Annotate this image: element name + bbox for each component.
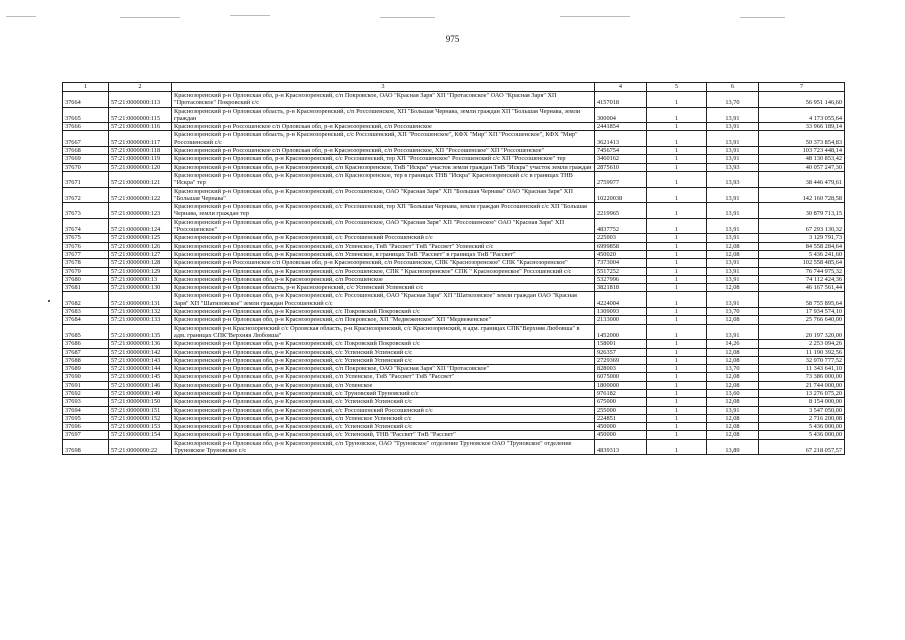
cadastral-cost: 74 112 424,36 (759, 275, 845, 283)
row-number: 37669 (63, 155, 109, 163)
count-value: 1 (647, 242, 707, 250)
page-number: 975 (445, 34, 460, 44)
count-value: 1 (647, 92, 707, 108)
area-value: 2729369 (595, 356, 647, 364)
location-description: Краснозоренский р-н Орловская обл, р-н Краснозоренский, с/с Россошенский Россошенский с/с (172, 234, 595, 242)
rate-value: 13,91 (707, 292, 759, 308)
cadastral-cost: 102 558 485,64 (759, 259, 845, 267)
rate-value: 13,91 (707, 218, 759, 234)
area-value: 7373004 (595, 259, 647, 267)
cadastral-cost: 17 934 574,10 (759, 308, 845, 316)
row-number: 37684 (63, 316, 109, 324)
rate-value: 13,91 (707, 123, 759, 131)
cadastral-cost: 20 197 320,00 (759, 324, 845, 340)
cadastral-cost: 21 744 000,00 (759, 381, 845, 389)
area-value: 6999858 (595, 242, 647, 250)
cadastral-cost: 3 129 791,73 (759, 234, 845, 242)
cadastral-number: 57:21:0000000:130 (109, 284, 172, 292)
area-value: 3621413 (595, 131, 647, 147)
table-row (63, 348, 845, 356)
column-header: 6 (707, 83, 759, 92)
cadastral-number: 57:21:0000000:117 (109, 131, 172, 147)
count-value: 1 (647, 324, 707, 340)
cadastral-cost: 50 373 854,83 (759, 131, 845, 147)
count-value: 1 (647, 292, 707, 308)
count-value: 1 (647, 284, 707, 292)
area-value: 2133000 (595, 316, 647, 324)
area-value: 4839313 (595, 439, 647, 455)
cadastral-cost: 73 386 000,00 (759, 373, 845, 381)
location-description: Краснозоренский р-н Орловская обл, р-н Краснозоренский, с/п Успенское, ТнВ "Рассвет" ТнВ "Рассвет" (172, 373, 595, 381)
location-description: Краснозоренский р-н Орловская обл, р-н Краснозоренский, с/п Краснозоренское, тер в границах ТНВ "Искра" Краснозоренский с/с в границах ТНВ "Искра" тер (172, 171, 595, 187)
rate-value: 13,91 (707, 259, 759, 267)
rate-value: 13,91 (707, 324, 759, 340)
cadastral-cost: 2 716 200,08 (759, 414, 845, 422)
rate-value: 13,91 (707, 275, 759, 283)
cadastral-number: 57:21:0000000:115 (109, 107, 172, 123)
count-value: 1 (647, 414, 707, 422)
area-value: 4224004 (595, 292, 647, 308)
row-number: 37681 (63, 284, 109, 292)
count-value: 1 (647, 250, 707, 258)
column-header: 5 (647, 83, 707, 92)
table-row (63, 423, 845, 431)
cadastral-cost: 56 951 146,60 (759, 92, 845, 108)
table-row (63, 163, 845, 171)
table-row (63, 292, 845, 308)
area-value: 4157018 (595, 92, 647, 108)
cadastral-cost: 84 558 284,64 (759, 242, 845, 250)
cadastral-number: 57:21:0000000:126 (109, 242, 172, 250)
row-number: 37698 (63, 439, 109, 455)
count-value: 1 (647, 348, 707, 356)
cadastral-cost: 142 160 728,58 (759, 187, 845, 203)
row-number: 37673 (63, 203, 109, 219)
cadastral-cost: 13 276 075,20 (759, 389, 845, 397)
rate-value: 12,08 (707, 414, 759, 422)
area-value: 2875610 (595, 163, 647, 171)
location-description: Краснозоренский р-н Орловская обл, р-н Краснозоренский, с/п Россошенское, ОАО "Красная Заря" ХП "Большая Чернава" ОАО "Красная Заря" ХП "Большая Чернава" (172, 187, 595, 203)
row-number: 37685 (63, 324, 109, 340)
location-description: Краснозоренский р-н Орловская обл, р-н Краснозоренский, с/п Россошенское (172, 275, 595, 283)
count-value: 1 (647, 406, 707, 414)
area-value: 828003 (595, 365, 647, 373)
count-value: 1 (647, 316, 707, 324)
row-number: 37677 (63, 250, 109, 258)
row-number: 37695 (63, 414, 109, 422)
table-row (63, 131, 845, 147)
count-value: 1 (647, 365, 707, 373)
row-number: 37682 (63, 292, 109, 308)
cadastral-cost: 5 436 241,60 (759, 250, 845, 258)
rate-value: 13,89 (707, 439, 759, 455)
rate-value: 13,91 (707, 234, 759, 242)
row-number: 37664 (63, 92, 109, 108)
table-row (63, 389, 845, 397)
row-number: 37692 (63, 389, 109, 397)
cadastral-number: 57:21:0000000:123 (109, 203, 172, 219)
count-value: 1 (647, 275, 707, 283)
rate-value: 12,08 (707, 242, 759, 250)
count-value: 1 (647, 389, 707, 397)
area-value: 4837752 (595, 218, 647, 234)
count-value: 1 (647, 340, 707, 348)
table-row (63, 356, 845, 364)
rate-value: 12,08 (707, 316, 759, 324)
row-number: 37688 (63, 356, 109, 364)
row-number: 37690 (63, 373, 109, 381)
table-row (63, 414, 845, 422)
location-description: Краснозоренский р-н Орловская обл, р-н Краснозоренский, с/п Покровское, ОАО "Красная Заря" ХП "Протасовское" ОАО "Красная Заря" ХП "Протасовское" Покровский с/с (172, 92, 595, 108)
area-value: 675000 (595, 398, 647, 406)
table-row (63, 284, 845, 292)
cadastral-cost: 32 970 777,52 (759, 356, 845, 364)
location-description: Краснозоренский р-н Россошенское с/п Орловская обл, р-н Краснозоренский, с/п Россошенское (172, 123, 595, 131)
cadastral-cost: 103 723 448,14 (759, 147, 845, 155)
row-number: 37665 (63, 107, 109, 123)
count-value: 1 (647, 107, 707, 123)
count-value: 1 (647, 308, 707, 316)
cadastral-number: 57:21:0000000:113 (109, 92, 172, 108)
table-row (63, 92, 845, 108)
cadastral-number: 57:21:0000000:146 (109, 381, 172, 389)
cadastral-cost: 33 966 189,14 (759, 123, 845, 131)
row-number: 37674 (63, 218, 109, 234)
location-description: Краснозоренский р-н Орловская обл, р-н Краснозоренский, с/с Покровский Покровский с/с (172, 308, 595, 316)
location-description: Краснозоренский р-н Орловская область, р-н Краснозоренский, с/п Россошенское, ХП "Большая Чернава, земли граждан ХП "Большая Чернава, земли граждан (172, 107, 595, 123)
row-number: 37691 (63, 381, 109, 389)
area-value: 450000 (595, 431, 647, 439)
count-value: 1 (647, 163, 707, 171)
table-row (63, 171, 845, 187)
rate-value: 13,91 (707, 147, 759, 155)
location-description: Краснозоренский р-н Орловская обл, р-н Краснозоренский, с/с Россошенский, ОАО "Красная Заря" ХП "Шатиловское" земли граждан ОАО "Красная Заря" ХП "Шатиловское" земли граждан Россошенский с/с (172, 292, 595, 308)
row-number: 37670 (63, 163, 109, 171)
cadastral-number: 57:21:0000000:118 (109, 147, 172, 155)
row-number: 37683 (63, 308, 109, 316)
area-value: 7456754 (595, 147, 647, 155)
rate-value: 12,08 (707, 356, 759, 364)
rate-value: 12,08 (707, 423, 759, 431)
location-description: Краснозоренский р-н Орловская обл, р-н Краснозоренский, с/п Покровское, ОАО "Красная Заря" ХП "Протасовское" (172, 365, 595, 373)
table-row (63, 365, 845, 373)
table-row (63, 439, 845, 455)
table-row (63, 275, 845, 283)
rate-value: 12,08 (707, 348, 759, 356)
location-description: Краснозоренский р-н Орловская обл, р-н Краснозоренский, с/с Россошенский, тер ХП "Большая Чернава, земли граждан Россошенский с/с ХП "Большая Чернава, земли граждан тер (172, 203, 595, 219)
table-header-row (63, 83, 845, 92)
cadastral-number: 57:21:0000000:136 (109, 340, 172, 348)
cadastral-number: 57:21:0000000:13 (109, 275, 172, 283)
rate-value: 12,08 (707, 398, 759, 406)
column-header: 7 (759, 83, 845, 92)
location-description: Краснозоренский р-н Орловская обл, р-н Краснозоренский, с/п Россошенское, ОАО "Красная Заря" ХП "Россошенское" ОАО "Красная Заря" ХП "Россошенское" (172, 218, 595, 234)
cadastral-number: 57:21:0000000:144 (109, 365, 172, 373)
count-value: 1 (647, 171, 707, 187)
cadastral-cost: 40 057 247,30 (759, 163, 845, 171)
cadastral-cost: 76 744 975,32 (759, 267, 845, 275)
location-description: Краснозоренский р-н Орловская обл, р-н Краснозоренский, с/с Успенский Успенский с/с (172, 423, 595, 431)
location-description: Краснозоренский р-н Орловская обл, р-н Краснозоренский, с/с Россошенский, тер ХП "Россошенское" Россошенский с/с ХП "Россошенское" тер (172, 155, 595, 163)
area-value: 5517252 (595, 267, 647, 275)
location-description: Краснозоренский р-н Краснозоренский с/с Орловская область, р-н Краснозоренский, с/с Краснозоренский, в адм. границах СПК"Верхняя Любовша" в адм. границах СПК"Верхняя Любовша" (172, 324, 595, 340)
area-value: 1309093 (595, 308, 647, 316)
row-number: 37668 (63, 147, 109, 155)
cadastral-number: 57:21:0000000:133 (109, 316, 172, 324)
row-number: 37686 (63, 340, 109, 348)
area-value: 1800000 (595, 381, 647, 389)
area-value: 10220038 (595, 187, 647, 203)
cadastral-cost: 5 436 000,00 (759, 423, 845, 431)
row-number: 37694 (63, 406, 109, 414)
rate-value: 13,93 (707, 171, 759, 187)
table-row (63, 398, 845, 406)
cadastral-number: 57:21:0000000:122 (109, 187, 172, 203)
location-description: Краснозоренский р-н Россошенское с/п Орловская обл, р-н Краснозоренский, с/п Россошенское, СПК "Краснозоренское" СПК "Краснозоренское" (172, 259, 595, 267)
cadastral-cost: 8 154 000,00 (759, 398, 845, 406)
area-value: 2759977 (595, 171, 647, 187)
location-description: Краснозоренский р-н Орловская обл, р-н Краснозоренский, с/с Успенский Успенский с/с (172, 356, 595, 364)
table-row (63, 147, 845, 155)
count-value: 1 (647, 423, 707, 431)
location-description: Краснозоренский р-н Орловская обл, р-н Краснозоренский, с/с Успенский Успенский с/с (172, 398, 595, 406)
location-description: Краснозоренский р-н Орловская обл, р-н Краснозоренский, с/п Россошенское, СПК " Краснозоренское" СПК " Краснозоренское" Россошенский с/с (172, 267, 595, 275)
area-value: 158001 (595, 340, 647, 348)
table-row (63, 203, 845, 219)
count-value: 1 (647, 398, 707, 406)
cadastral-number: 57:21:0000000:125 (109, 234, 172, 242)
cadastral-number: 57:21:0000000:119 (109, 155, 172, 163)
table-row (63, 218, 845, 234)
count-value: 1 (647, 123, 707, 131)
area-value: 5327996 (595, 275, 647, 283)
table-row (63, 187, 845, 203)
column-header: 3 (172, 83, 595, 92)
count-value: 1 (647, 234, 707, 242)
count-value: 1 (647, 203, 707, 219)
cadastral-number: 57:21:0000000:154 (109, 431, 172, 439)
table-row (63, 250, 845, 258)
location-description: Краснозоренский р-н Орловская обл, р-н Краснозоренский, с/с Россошенский Россошенский с/с (172, 406, 595, 414)
rate-value: 13,70 (707, 92, 759, 108)
row-number: 37697 (63, 431, 109, 439)
row-number: 37679 (63, 267, 109, 275)
count-value: 1 (647, 267, 707, 275)
row-number: 37676 (63, 242, 109, 250)
count-value: 1 (647, 187, 707, 203)
rate-value: 12,08 (707, 284, 759, 292)
area-value: 926357 (595, 348, 647, 356)
area-value: 225003 (595, 234, 647, 242)
rate-value: 13,70 (707, 308, 759, 316)
area-value: 450000 (595, 423, 647, 431)
cadastral-cost: 38 446 479,61 (759, 171, 845, 187)
cadastral-cost: 58 755 895,64 (759, 292, 845, 308)
cadastral-number: 57:21:0000000:131 (109, 292, 172, 308)
row-number: 37675 (63, 234, 109, 242)
row-number: 37693 (63, 398, 109, 406)
rate-value: 13,60 (707, 389, 759, 397)
count-value: 1 (647, 147, 707, 155)
rate-value: 14,26 (707, 340, 759, 348)
cadastral-number: 57:21:0000000:149 (109, 389, 172, 397)
cadastral-number: 57:21:0000000:22 (109, 439, 172, 455)
count-value: 1 (647, 439, 707, 455)
location-description: Краснозоренский р-н Орловская обл, р-н Краснозоренский, с/п Успенское (172, 381, 595, 389)
row-number: 37672 (63, 187, 109, 203)
cadastral-cost: 2 253 094,26 (759, 340, 845, 348)
rate-value: 12,08 (707, 250, 759, 258)
cadastral-number: 57:21:0000000:151 (109, 406, 172, 414)
area-value: 255000 (595, 406, 647, 414)
area-value: 224851 (595, 414, 647, 422)
cadastral-number: 57:21:0000000:142 (109, 348, 172, 356)
row-number: 37680 (63, 275, 109, 283)
count-value: 1 (647, 131, 707, 147)
column-header: 1 (63, 83, 109, 92)
row-number: 37689 (63, 365, 109, 373)
rate-value: 12,08 (707, 381, 759, 389)
table-row (63, 431, 845, 439)
rate-value: 13,91 (707, 131, 759, 147)
rate-value: 13,91 (707, 155, 759, 163)
table-row (63, 123, 845, 131)
table-row (63, 381, 845, 389)
location-description: Краснозоренский р-н Орловская обл, р-н Краснозоренский, с/с Труновский Труновский с/с (172, 389, 595, 397)
cadastral-number: 57:21:0000000:129 (109, 267, 172, 275)
rate-value: 13,91 (707, 267, 759, 275)
cadastral-cost: 11 343 641,10 (759, 365, 845, 373)
table-row (63, 308, 845, 316)
table-row (63, 316, 845, 324)
rate-value: 13,91 (707, 187, 759, 203)
area-value: 6075000 (595, 373, 647, 381)
table-row (63, 267, 845, 275)
count-value: 1 (647, 381, 707, 389)
cadastral-cost: 11 190 392,56 (759, 348, 845, 356)
location-description: Краснозоренский р-н Орловская обл, р-н Краснозоренский, с/п Труновское, ОАО "Труновское" отделение Труновское ОАО "Труновское" отделение Труновское Труновское с/с (172, 439, 595, 455)
table-row (63, 107, 845, 123)
rate-value: 13,91 (707, 107, 759, 123)
table-row (63, 155, 845, 163)
row-number: 37671 (63, 171, 109, 187)
column-header: 2 (109, 83, 172, 92)
row-number: 37696 (63, 423, 109, 431)
cadastral-number: 57:21:0000000:121 (109, 171, 172, 187)
table-row (63, 259, 845, 267)
cadastral-number: 57:21:0000000:132 (109, 308, 172, 316)
table-row (63, 234, 845, 242)
row-number: 37667 (63, 131, 109, 147)
location-description: Краснозоренский р-н Орловская область, р-н Краснозоренский, с/с Россошенский, ХП "Россошенское", КФХ "Мир" ХП "Россошенское", КФХ "Мир" Россошенский с/с (172, 131, 595, 147)
location-description: Краснозоренский р-н Орловская обл, р-н Краснозоренский, с/с Успенский Успенский с/с (172, 348, 595, 356)
table-row (63, 406, 845, 414)
table-row (63, 373, 845, 381)
cadastral-cost: 30 879 713,15 (759, 203, 845, 219)
row-number: 37678 (63, 259, 109, 267)
cadastral-cost: 67 293 130,32 (759, 218, 845, 234)
cadastral-number: 57:21:0000000:153 (109, 423, 172, 431)
table-row (63, 340, 845, 348)
cadastral-number: 57:21:0000000:145 (109, 373, 172, 381)
cadastral-number: 57:21:0000000:152 (109, 414, 172, 422)
area-value: 976182 (595, 389, 647, 397)
table-row (63, 324, 845, 340)
row-number: 37687 (63, 348, 109, 356)
cadastral-cost: 25 766 640,00 (759, 316, 845, 324)
location-description: Краснозоренский р-н Орловская обл, р-н Краснозоренский, с/п Успенское, ТнВ "Рассвет" ТнВ "Рассвет" Успенский с/с (172, 242, 595, 250)
location-description: Краснозоренский р-н Россошенское с/п Орловская обл, р-н Краснозоренский, с/п Россошенское, ХП "Россошенское" ХП "Россошенское" (172, 147, 595, 155)
cadastral-number: 57:21:0000000:124 (109, 218, 172, 234)
rate-value: 12,08 (707, 373, 759, 381)
rate-value: 13,93 (707, 163, 759, 171)
cadastral-number: 57:21:0000000:116 (109, 123, 172, 131)
column-header: 4 (595, 83, 647, 92)
location-description: Краснозоренский р-н Орловская обл, р-н Краснозоренский, с/п Успенское, в границах ТнВ "Рассвет" в границах ТнВ "Рассвет" (172, 250, 595, 258)
scan-speck (48, 300, 50, 302)
location-description: Краснозоренский р-н Орловская обл, р-н Краснозоренский, с/с Покровский Покровский с/с (172, 340, 595, 348)
cadastral-cost: 5 436 000,00 (759, 431, 845, 439)
count-value: 1 (647, 356, 707, 364)
cadastral-number: 57:21:0000000:127 (109, 250, 172, 258)
location-description: Краснозоренский р-н Орловская обл, р-н Краснозоренский, с/п Успенское Успенский с/с (172, 414, 595, 422)
table-body (63, 92, 845, 455)
count-value: 1 (647, 431, 707, 439)
count-value: 1 (647, 373, 707, 381)
cadastral-number: 57:21:0000000:128 (109, 259, 172, 267)
location-description: Краснозоренский р-н Орловская обл, р-н Краснозоренский, с/п Краснозоренское, ТнВ "Искра" участок земли граждан ТнВ "Искра" участок земли граждан (172, 163, 595, 171)
count-value: 1 (647, 155, 707, 163)
scan-artifact-strip (0, 14, 905, 20)
cadastral-cost: 3 547 050,00 (759, 406, 845, 414)
rate-value: 13,91 (707, 203, 759, 219)
cadastral-number: 57:21:0000000:135 (109, 324, 172, 340)
cadastral-register-table (62, 82, 845, 455)
area-value: 3821818 (595, 284, 647, 292)
cadastral-number: 57:21:0000000:150 (109, 398, 172, 406)
cadastral-cost: 67 218 057,57 (759, 439, 845, 455)
rate-value: 13,91 (707, 406, 759, 414)
area-value: 300004 (595, 107, 647, 123)
location-description: Краснозоренский р-н Орловская обл, р-н Краснозоренский, с/с Успенский, ТНВ "Рассвет" ТнВ "Рассвет" (172, 431, 595, 439)
count-value: 1 (647, 259, 707, 267)
area-value: 3460162 (595, 155, 647, 163)
cadastral-number: 57:21:0000000:143 (109, 356, 172, 364)
area-value: 2441854 (595, 123, 647, 131)
location-description: Краснозоренский р-н Орловская область, р-н Краснозоренский, с/с Успенский Успенский с/с (172, 284, 595, 292)
cadastral-cost: 48 130 853,42 (759, 155, 845, 163)
area-value: 450020 (595, 250, 647, 258)
area-value: 1452000 (595, 324, 647, 340)
rate-value: 13,70 (707, 365, 759, 373)
area-value: 2219965 (595, 203, 647, 219)
cadastral-cost: 4 173 055,64 (759, 107, 845, 123)
rate-value: 12,08 (707, 431, 759, 439)
row-number: 37666 (63, 123, 109, 131)
table-row (63, 242, 845, 250)
location-description: Краснозоренский р-н Орловская обл, р-н Краснозоренский, с/п Покровское, ХП "Медвеженское" ХП "Медвеженское" (172, 316, 595, 324)
cadastral-cost: 46 167 561,44 (759, 284, 845, 292)
cadastral-number: 57:21:0000000:120 (109, 163, 172, 171)
count-value: 1 (647, 218, 707, 234)
